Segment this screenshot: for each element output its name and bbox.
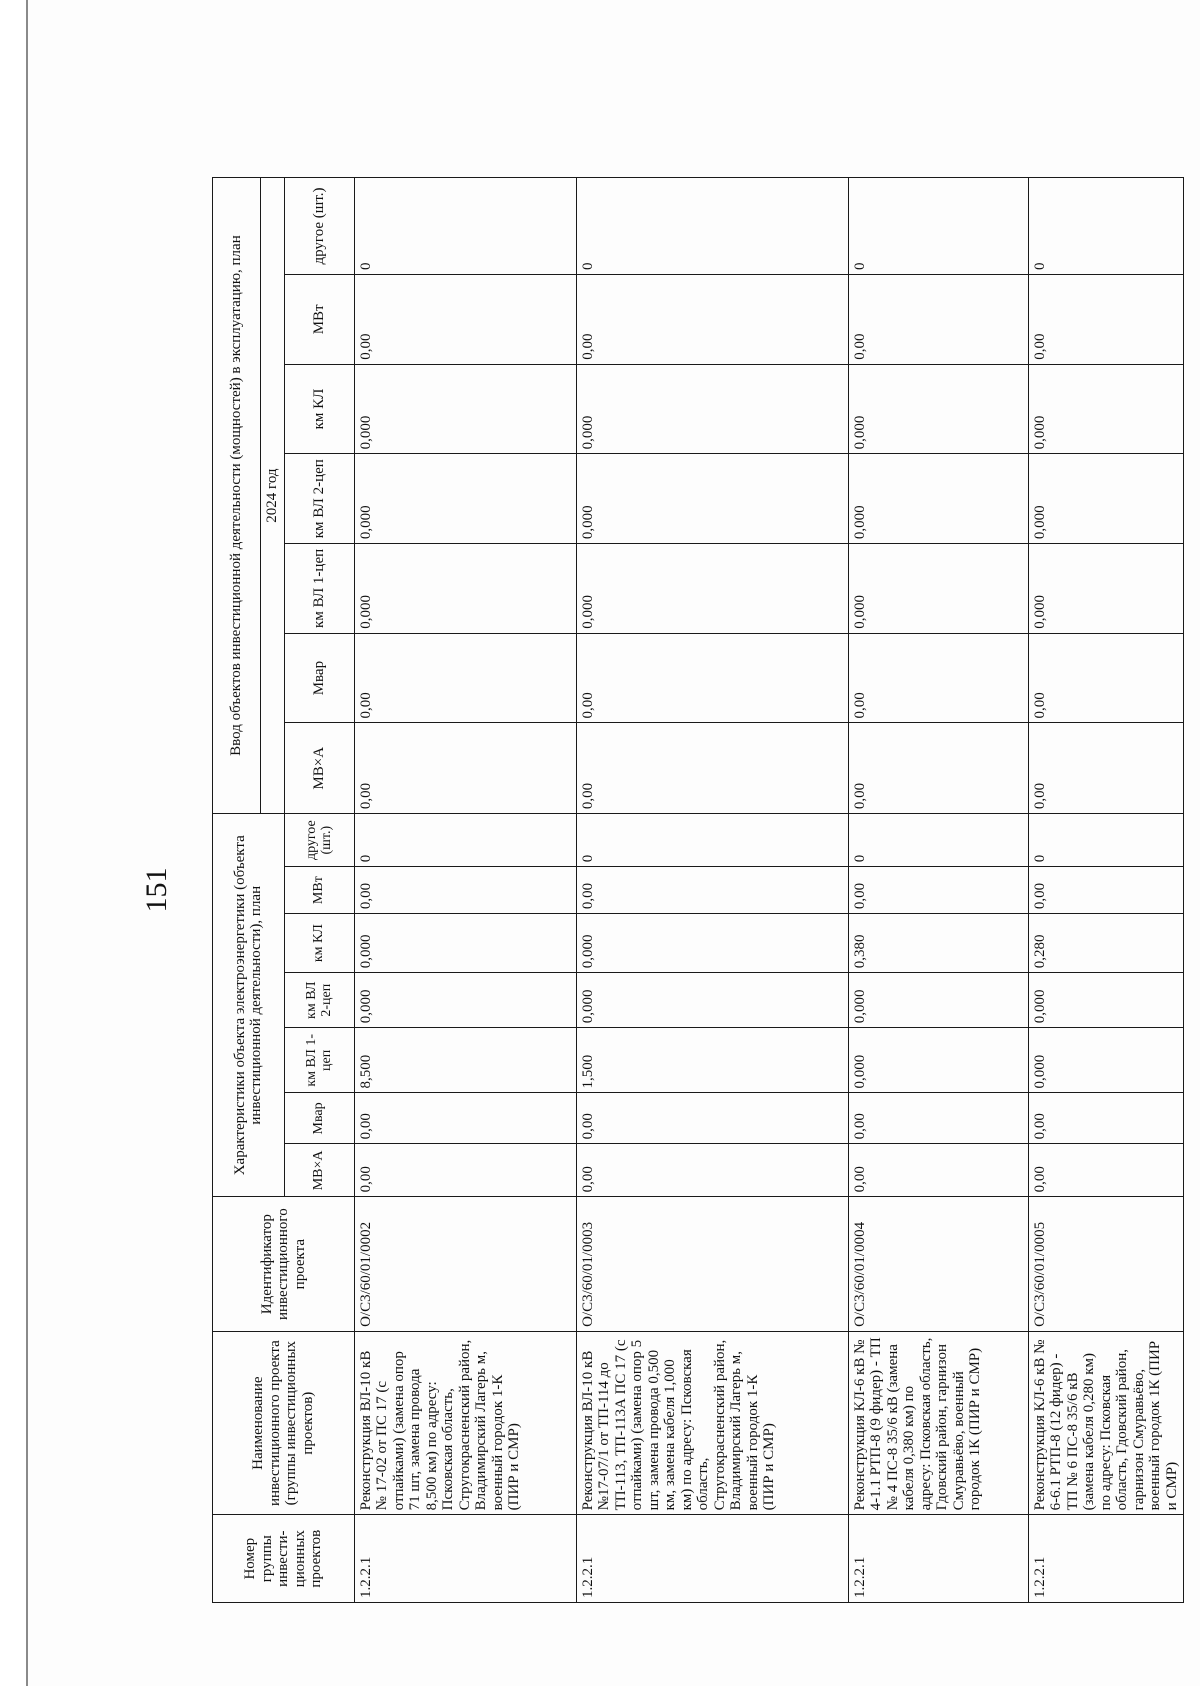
table-row [354,178,576,1603]
cell-plan-km-kl: 0,000 [354,364,576,454]
header-char-km-vl2: км ВЛ 2-цеп [284,973,354,1028]
row-project-name: Реконструкция КЛ-6 кВ № 4-1.1 РТП-8 (9 фидер) - ТП № 4 ПС-8 35/6 кВ (замена кабеля 0,380 км) по адресу: Псковская область, Гдовский район, гарнизон Смуравьёво, военный городок 1К (ПИР и СМР) [848,1331,1028,1514]
cell-char-km-vl2: 0,000 [1028,973,1184,1028]
cell-plan-mw: 0,00 [354,275,576,365]
cell-char-km-vl1: 0,000 [1028,1028,1184,1093]
row-project-id: О/С3/60/01/0003 [576,1197,848,1332]
cell-char-other: 0 [576,814,848,867]
header-plan-mvar: Мвар [284,633,354,723]
cell-char-mva: 0,00 [354,1144,576,1197]
row-group-number: 1.2.2.1 [1028,1515,1184,1603]
cell-plan-other: 0 [848,178,1028,275]
cell-plan-km-vl1: 0,000 [354,544,576,634]
page-number: 151 [140,867,173,913]
header-project-id: Идентификатор инвестиционного проекта [213,1197,355,1332]
header-plan-km-vl1: км ВЛ 1-цеп [284,544,354,634]
cell-plan-mva: 0,00 [1028,723,1184,814]
header-plan-km-vl2: км ВЛ 2-цеп [284,454,354,544]
cell-char-mvar: 0,00 [576,1093,848,1144]
cell-char-mw: 0,00 [576,867,848,914]
cell-plan-other: 0 [1028,178,1184,275]
header-commissioning: Ввод объектов инвестиционной деятельности (мощностей) в эксплуатацию, план [213,178,261,814]
cell-plan-km-vl2: 0,000 [1028,454,1184,544]
header-plan-mw: МВт [284,275,354,365]
cell-char-km-vl2: 0,000 [354,973,576,1028]
cell-plan-mva: 0,00 [576,723,848,814]
cell-char-other: 0 [848,814,1028,867]
row-project-id: О/С3/60/01/0004 [848,1197,1028,1332]
header-year: 2024 год [261,178,285,814]
row-project-id: О/С3/60/01/0005 [1028,1197,1184,1332]
header-plan-other: другое (шт.) [284,178,354,275]
cell-plan-mvar: 0,00 [576,633,848,723]
header-characteristics: Характеристики объекта электроэнергетики (объекта инвестиционной деятельности), план [213,814,285,1197]
cell-char-km-vl1: 0,000 [848,1028,1028,1093]
header-group-number: Номер группы инвести-ционных проектов [213,1515,355,1603]
rotated-document [140,177,1180,1603]
cell-plan-km-vl1: 0,000 [1028,544,1184,634]
cell-char-km-kl: 0,000 [576,914,848,973]
cell-plan-km-vl2: 0,000 [848,454,1028,544]
cell-plan-km-kl: 0,000 [848,364,1028,454]
cell-plan-mva: 0,00 [354,723,576,814]
row-project-name: Реконструкция ВЛ-10 кВ №17-07/1 от ТП-114 до ТП-113, ТП-113А ПС 17 (с отпайками) (замена опор 5 шт, замена провода 0,500 км, замена кабеля 1,000 км) по адресу: Псковская область, Стругокрасненский район, Владимирский Лагерь м, военный городок 1-К (ПИР и СМР) [576,1331,848,1514]
cell-char-km-vl1: 8,500 [354,1028,576,1093]
cell-char-mvar: 0,00 [848,1093,1028,1144]
cell-char-mva: 0,00 [576,1144,848,1197]
cell-char-km-kl: 0,380 [848,914,1028,973]
cell-plan-km-vl2: 0,000 [354,454,576,544]
cell-char-mw: 0,00 [1028,867,1184,914]
cell-char-km-vl1: 1,500 [576,1028,848,1093]
cell-char-km-kl: 0,000 [354,914,576,973]
header-char-mw: МВт [284,867,354,914]
cell-char-km-vl2: 0,000 [848,973,1028,1028]
cell-char-mva: 0,00 [1028,1144,1184,1197]
header-char-mvar: Мвар [284,1093,354,1144]
cell-plan-km-vl2: 0,000 [576,454,848,544]
cell-plan-km-vl1: 0,000 [848,544,1028,634]
cell-plan-mw: 0,00 [848,275,1028,365]
cell-plan-mva: 0,00 [848,723,1028,814]
row-group-number: 1.2.2.1 [354,1515,576,1603]
page-edge [26,0,28,1686]
row-project-name: Реконструкция КЛ-6 кВ № 6-6.1 РТП-8 (12 фидер) - ТП № 6 ПС-8 35/6 кВ (замена кабеля 0,280 км) по адресу: Псковская область, Гдовский район, гарнизон Смуравьёво, военный городок 1К (ПИР и СМР) [1028,1331,1184,1514]
header-char-km-vl1: км ВЛ 1-цеп [284,1028,354,1093]
cell-plan-other: 0 [576,178,848,275]
table-row [1028,178,1184,1603]
header-plan-mva: МВ×А [284,723,354,814]
cell-plan-other: 0 [354,178,576,275]
cell-char-km-vl2: 0,000 [576,973,848,1028]
header-char-other: другое (шт.) [284,814,354,867]
row-group-number: 1.2.2.1 [576,1515,848,1603]
cell-char-km-kl: 0,280 [1028,914,1184,973]
cell-char-mw: 0,00 [848,867,1028,914]
header-project-name: Наименование инвестиционного проекта (группы инвестиционных проектов) [213,1331,355,1514]
cell-char-mw: 0,00 [354,867,576,914]
cell-plan-km-kl: 0,000 [1028,364,1184,454]
cell-plan-km-vl1: 0,000 [576,544,848,634]
row-project-id: О/С3/60/01/0002 [354,1197,576,1332]
header-char-km-kl: км КЛ [284,914,354,973]
cell-char-mva: 0,00 [848,1144,1028,1197]
row-group-number: 1.2.2.1 [848,1515,1028,1603]
cell-char-mvar: 0,00 [354,1093,576,1144]
investment-table [212,177,1184,1603]
cell-plan-mw: 0,00 [1028,275,1184,365]
cell-plan-mvar: 0,00 [354,633,576,723]
cell-plan-km-kl: 0,000 [576,364,848,454]
cell-char-mvar: 0,00 [1028,1093,1184,1144]
header-char-mva: МВ×А [284,1144,354,1197]
row-project-name: Реконструкция ВЛ-10 кВ № 17-02 от ПС 17 (с отпайками) (замена опор 71 шт, замена провода 8,500 км) по адресу: Псковская область, Стругокрасненский район, Владимирский Лагерь м, военный городок 1-К (ПИР и СМР) [354,1331,576,1514]
header-plan-km-kl: км КЛ [284,364,354,454]
cell-plan-mvar: 0,00 [848,633,1028,723]
table-row [576,178,848,1603]
table-row [848,178,1028,1603]
cell-char-other: 0 [1028,814,1184,867]
cell-plan-mw: 0,00 [576,275,848,365]
cell-char-other: 0 [354,814,576,867]
cell-plan-mvar: 0,00 [1028,633,1184,723]
